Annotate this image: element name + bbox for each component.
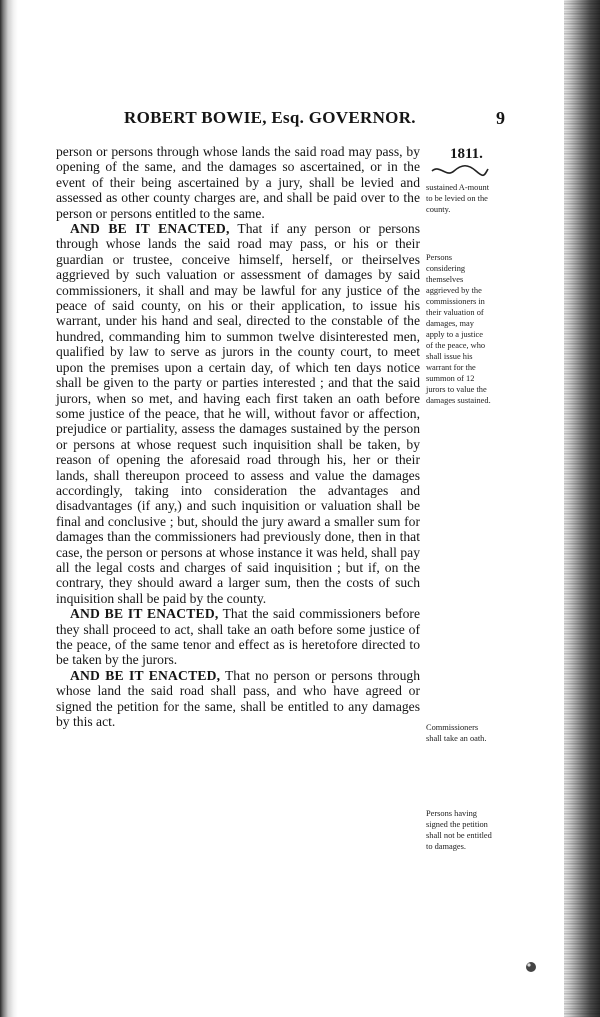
section-text: That if any person or persons through whose lands the said road may pass, or his or their guardian or trustee, conceive himself, herself, or theirselves aggrieved by such valuation or assessment of damages by said commissioners, it shall and may be lawful for any justice of the peace of said county, on his or their application, to issue his warrant, under his hand and seal, directed to the constable of the hundred, commanding him to summon twelve disinterested men, qualified by law to serve as jurors in the county court, to meet upon the premises upon a certain day, of which ten days notice shall be given to the party or parties interested ; and that the said jurors, when so met, and having each first taken an oath before some justice of the peace, that he will, without favor or affection, prejudice or partiality, assess the damages sustained by the person or persons at whose request such inquisition shall be taken, by reason of opening the aforesaid road through his, her or their lands, shall thereupon proceed to assess and value the damages accordingly, taking into consideration the advantages and disadvantages (if any,) and such inquisition or valuation shall be final and conclusive ; but, should the jury award a smaller sum for damages than the commissioners had previously done, then in that case, the person or persons at whose instance it was held, shall pay all the legal costs and charges of said inquisition ; but if, on the contrary, they should award a larger sum, then the costs of such inquisition shall be paid by the county. bbox=[56, 221, 420, 606]
running-head: ROBERT BOWIE, Esq. GOVERNOR. bbox=[124, 108, 416, 127]
main-text bbox=[56, 144, 420, 729]
margin-note-oath: Commissioners shall take an oath. bbox=[426, 723, 487, 743]
section-commissioners-oath bbox=[56, 606, 420, 668]
margin-note-petition: Persons having signed the petition shall not be entitled to damages. bbox=[426, 809, 492, 851]
section-jury-valuation bbox=[56, 221, 420, 606]
section-text: That the said commissioners before they shall proceed to act, shall take an oath before some justice of the peace, of the same tenor and effect as is heretofore directed to be taken by the jurors. bbox=[56, 606, 420, 668]
flourish-ornament bbox=[430, 164, 490, 178]
page-edge-shadow bbox=[564, 0, 600, 1017]
section-petitioners bbox=[56, 668, 420, 730]
margin-note-levied: sustained A-mount to be levied on the county. bbox=[426, 183, 490, 214]
enacting-clause: AND BE IT ENACTED, bbox=[70, 606, 219, 622]
section-continued bbox=[56, 144, 420, 221]
section-text: That no person or persons through whose land the said road shall pass, and who have agreed or signed the petition for the same, shall be entitled to any damages by this act. bbox=[56, 667, 420, 730]
margin-note-aggrieved: Persons considering themselves aggrieved by the commissioners in their valuation of damages, may apply to a justice of the peace, who shall issue his warrant for the summon of 12 jurors to value the damages sustained. bbox=[426, 253, 491, 405]
page-gutter-shadow bbox=[0, 0, 18, 1017]
year-marker: 1811. bbox=[450, 146, 483, 162]
page-header bbox=[60, 108, 505, 134]
page-number: 9 bbox=[496, 108, 505, 128]
enacting-clause: AND BE IT ENACTED, bbox=[70, 221, 230, 237]
section-text: person or persons through whose lands the said road may pass, by opening of the same, and the damages so ascertained, or in the event of their being ascertained by a jury, shall be levied and assessed as other county charges are, and shall be paid over to the person or persons entitled to the same. bbox=[56, 144, 420, 221]
ink-blot bbox=[524, 960, 538, 974]
enacting-clause: AND BE IT ENACTED, bbox=[70, 667, 221, 683]
